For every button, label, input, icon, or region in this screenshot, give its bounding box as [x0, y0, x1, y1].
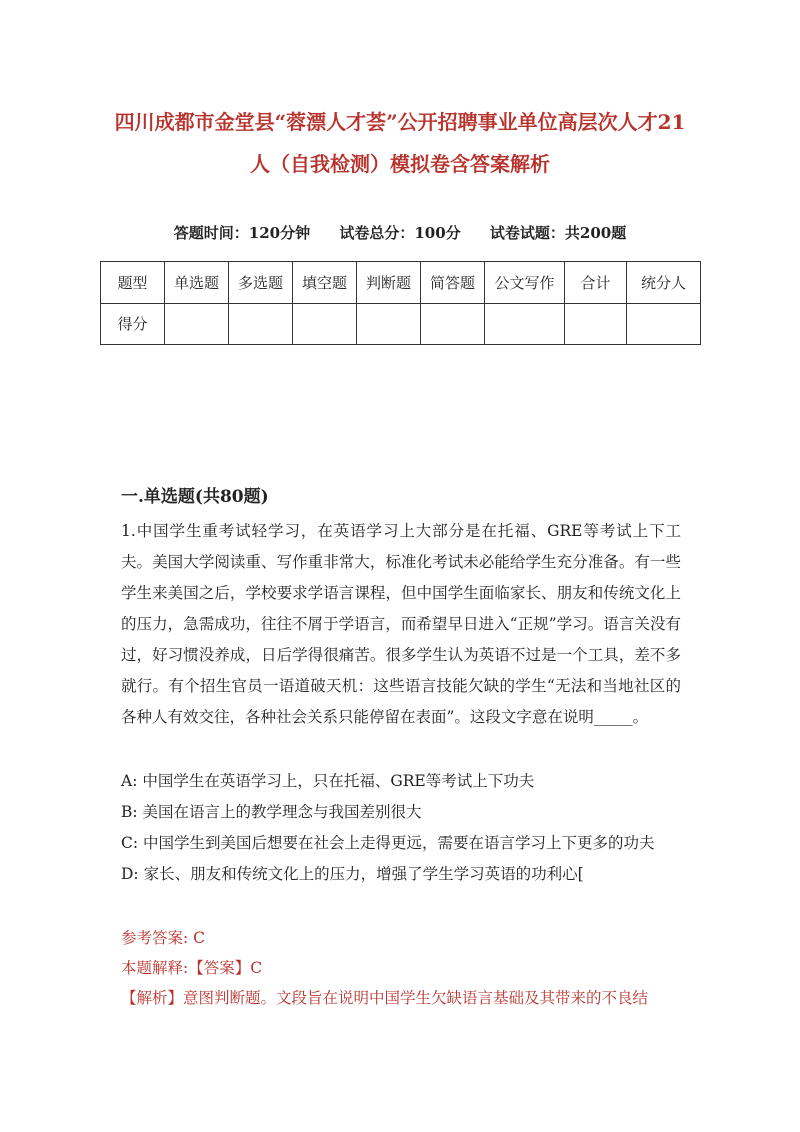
- question-text: 1.中国学生重考试轻学习，在英语学习上大部分是在托福、GRE等考试上下工夫。美国大学阅读重、写作重非常大，标准化考试未必能给学生充分准备。有一些学生来美国之后，学校要求学语言课程，但中国学生面临家长、朋友和传统文化上的压力，急需成功，往往不屑于学语言，而希望早日进入“正规”学习。语言关没有过，好习惯没养成，日后学得很痛苦。很多学生认为英语不过是一个工具，差不多就行。有个招生官员一语道破天机：这些语言技能欠缺的学生“无法和当地社区的各种人有效交往，各种社会关系只能停留在表面”。这段文字意在说明_____。: [121, 522, 681, 726]
- score-cell: [357, 303, 421, 345]
- score-cell: [485, 303, 565, 345]
- score-cell: [165, 303, 229, 345]
- score-table-score-row: [101, 303, 701, 345]
- score-table-header: 题型: [101, 262, 165, 304]
- score-cell: [421, 303, 485, 345]
- answer-options: [121, 766, 701, 890]
- score-row-label: 得分: [101, 303, 165, 345]
- score-table-header: 统分人: [627, 262, 701, 304]
- score-table-header: 公文写作: [485, 262, 565, 304]
- score-table: [100, 261, 701, 345]
- score-table-header: 合计: [565, 262, 627, 304]
- reference-answer: 参考答案: C: [121, 929, 206, 947]
- option-a: A: 中国学生在英语学习上，只在托福、GRE等考试上下功夫: [121, 772, 535, 790]
- explanation-answer: 本题解释:【答案】C: [121, 959, 263, 977]
- score-cell: [627, 303, 701, 345]
- exam-time: 答题时间：120分钟: [173, 224, 311, 242]
- document-title-line-2: 人（自我检测）模拟卷含答案解析: [250, 152, 550, 176]
- score-table-header: 填空题: [293, 262, 357, 304]
- score-table-header: 判断题: [357, 262, 421, 304]
- score-table-header: 简答题: [421, 262, 485, 304]
- explanation-analysis: 【解析】意图判断题。文段旨在说明中国学生欠缺语言基础及其带来的不良结: [121, 989, 649, 1007]
- exam-meta: [0, 222, 800, 243]
- score-cell: [293, 303, 357, 345]
- score-cell: [229, 303, 293, 345]
- score-table-header: 单选题: [165, 262, 229, 304]
- option-b: B: 美国在语言上的教学理念与我国差别很大: [121, 803, 422, 821]
- score-table-header-row: [101, 262, 701, 304]
- section-title: 一.单选题(共80题): [121, 487, 269, 507]
- exam-question-count: 试卷试题：共200题: [489, 224, 627, 242]
- exam-total-score: 试卷总分：100分: [339, 224, 461, 242]
- document-title-line-1: 四川成都市金堂县“蓉漂人才荟”公开招聘事业单位高层次人才21: [114, 110, 686, 134]
- option-d: D: 家长、朋友和传统文化上的压力，增强了学生学习英语的功利心[: [121, 865, 584, 883]
- score-cell: [565, 303, 627, 345]
- score-table-header: 多选题: [229, 262, 293, 304]
- option-c: C: 中国学生到美国后想要在社会上走得更远，需要在语言学习上下更多的功夫: [121, 834, 655, 852]
